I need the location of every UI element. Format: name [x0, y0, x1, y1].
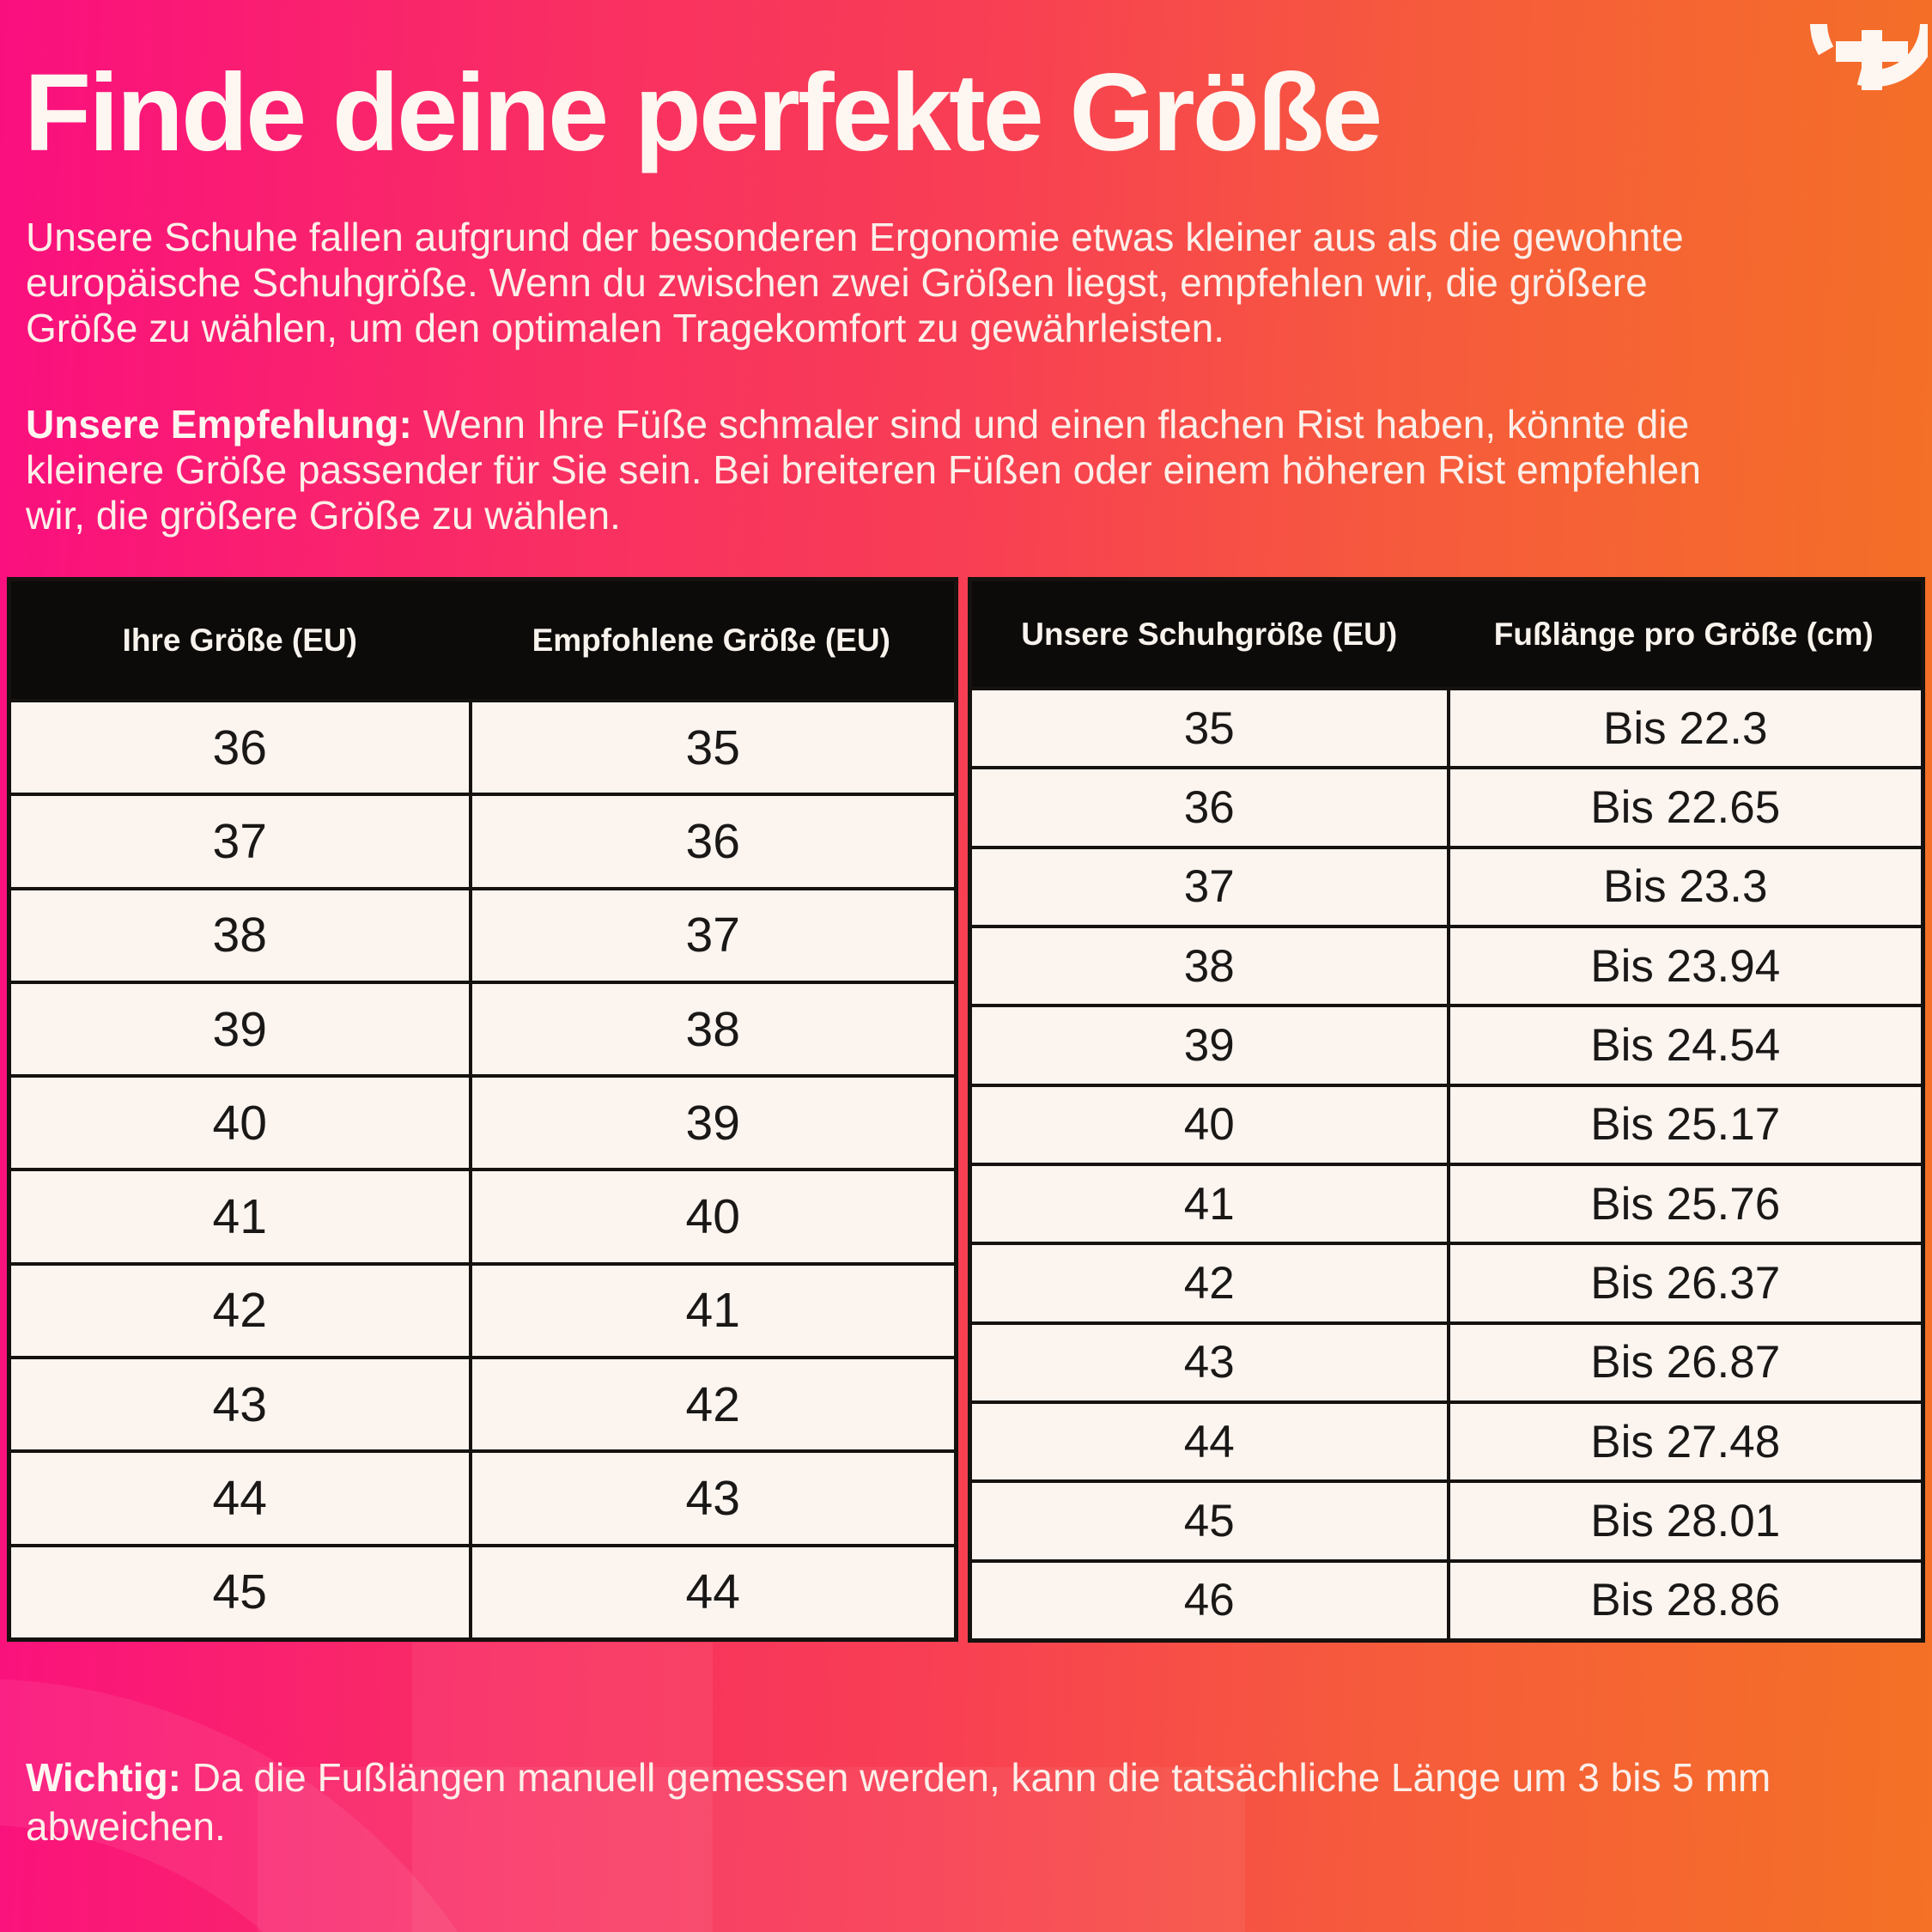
table-cell: 37 — [11, 796, 469, 886]
table-cell: 45 — [11, 1547, 469, 1637]
table-cell: Bis 28.01 — [1447, 1483, 1922, 1558]
footer-text: Da die Fußlängen manuell gemessen werden, kann die tatsächliche Länge um 3 bis 5 mm — [181, 1755, 1771, 1800]
table-cell: Bis 26.87 — [1447, 1325, 1922, 1400]
table-row — [11, 981, 954, 1074]
table-cell: 41 — [972, 1166, 1447, 1242]
table-cell: 43 — [972, 1325, 1447, 1400]
table-cell: 39 — [972, 1007, 1447, 1083]
foot-length-table — [968, 577, 1925, 1643]
table-cell: Bis 25.17 — [1447, 1087, 1922, 1163]
table-cell: 35 — [972, 690, 1447, 766]
intro-line: europäische Schuhgröße. Wenn du zwischen zwei Größen liegst, empfehlen wir, die größere — [26, 260, 1648, 305]
table-cell: 44 — [972, 1404, 1447, 1479]
intro-line: Unsere Schuhe fallen aufgrund der besonderen Ergonomie etwas kleiner aus als die gewohnte — [26, 215, 1684, 259]
table-cell: 37 — [972, 849, 1447, 925]
table-row — [11, 793, 954, 886]
table-row — [972, 1321, 1921, 1400]
recommendation-text: Wenn Ihre Füße schmaler sind und einen flachen Rist haben, könnte die — [411, 402, 1690, 447]
table-row — [972, 1400, 1921, 1479]
footer-label: Wichtig: — [26, 1755, 181, 1800]
table-cell: 44 — [469, 1547, 954, 1637]
table-cell: Bis 26.37 — [1447, 1245, 1922, 1321]
recommendation-line: kleinere Größe passender für Sie sein. Bei breiteren Füßen oder einem höheren Rist empfehlen — [26, 447, 1701, 492]
table-cell: 46 — [972, 1563, 1447, 1638]
column-header: Ihre Größe (EU) — [122, 622, 357, 658]
recommendation-label: Unsere Empfehlung: — [26, 402, 412, 447]
table-cell: 38 — [469, 984, 954, 1074]
table-row — [972, 766, 1921, 845]
table-cell: 39 — [11, 984, 469, 1074]
table-cell: 38 — [972, 928, 1447, 1004]
table-cell: 35 — [469, 702, 954, 793]
table-row — [11, 1074, 954, 1168]
table-cell: 37 — [469, 890, 954, 981]
table-header-row — [11, 581, 954, 699]
table-cell: Bis 23.3 — [1447, 849, 1922, 925]
table-row — [972, 925, 1921, 1004]
table-row — [972, 1163, 1921, 1242]
table-cell: Bis 22.65 — [1447, 769, 1922, 845]
table-row — [972, 1084, 1921, 1163]
table-cell: Bis 23.94 — [1447, 928, 1922, 1004]
table-cell: Bis 28.86 — [1447, 1563, 1922, 1638]
table-cell: Bis 25.76 — [1447, 1166, 1922, 1242]
table-row — [972, 846, 1921, 925]
table-cell: 44 — [11, 1453, 469, 1543]
table-cell: 42 — [11, 1266, 469, 1356]
table-cell: 40 — [972, 1087, 1447, 1163]
column-header: Empfohlene Größe (EU) — [532, 622, 890, 658]
recommendation-line: wir, die größere Größe zu wählen. — [26, 493, 621, 538]
table-cell: 36 — [11, 702, 469, 793]
table-cell: 36 — [972, 769, 1447, 845]
table-header-row — [972, 581, 1921, 687]
table-cell: Bis 27.48 — [1447, 1404, 1922, 1479]
column-header: Unsere Schuhgröße (EU) — [1021, 616, 1398, 652]
table-row — [11, 1168, 954, 1261]
table-cell: 38 — [11, 890, 469, 981]
circle-plus-brand-logo-icon — [1739, 24, 1928, 183]
intro-line: Größe zu wählen, um den optimalen Tragekomfort zu gewährleisten. — [26, 306, 1225, 350]
table-cell: Bis 22.3 — [1447, 690, 1922, 766]
table-row — [11, 1262, 954, 1356]
intro-paragraph — [26, 215, 1684, 351]
size-conversion-table — [7, 577, 958, 1642]
column-header: Fußlänge pro Größe (cm) — [1493, 616, 1874, 652]
table-cell: 40 — [11, 1078, 469, 1168]
table-row — [972, 687, 1921, 766]
table-row — [11, 1449, 954, 1543]
table-cell: 42 — [972, 1245, 1447, 1321]
recommendation-line — [26, 402, 1701, 447]
footer-line: abweichen. — [26, 1804, 226, 1849]
table-cell: 42 — [469, 1359, 954, 1449]
table-row — [972, 1559, 1921, 1638]
table-cell: 40 — [469, 1171, 954, 1261]
table-row — [11, 887, 954, 981]
table-cell: 43 — [469, 1453, 954, 1543]
table-cell: Bis 24.54 — [1447, 1007, 1922, 1083]
footer-line — [26, 1753, 1771, 1802]
table-cell: 43 — [11, 1359, 469, 1449]
table-row — [11, 1544, 954, 1637]
table-row — [972, 1479, 1921, 1558]
table-cell: 39 — [469, 1078, 954, 1168]
table-row — [11, 1356, 954, 1449]
footer-note — [26, 1753, 1771, 1851]
table-cell: 45 — [972, 1483, 1447, 1558]
table-cell: 36 — [469, 796, 954, 886]
page-title: Finde deine perfekte Größe — [24, 52, 1381, 174]
table-cell: 41 — [469, 1266, 954, 1356]
table-cell: 41 — [11, 1171, 469, 1261]
table-row — [11, 699, 954, 793]
table-row — [972, 1242, 1921, 1321]
recommendation-paragraph — [26, 402, 1701, 538]
table-row — [972, 1004, 1921, 1083]
